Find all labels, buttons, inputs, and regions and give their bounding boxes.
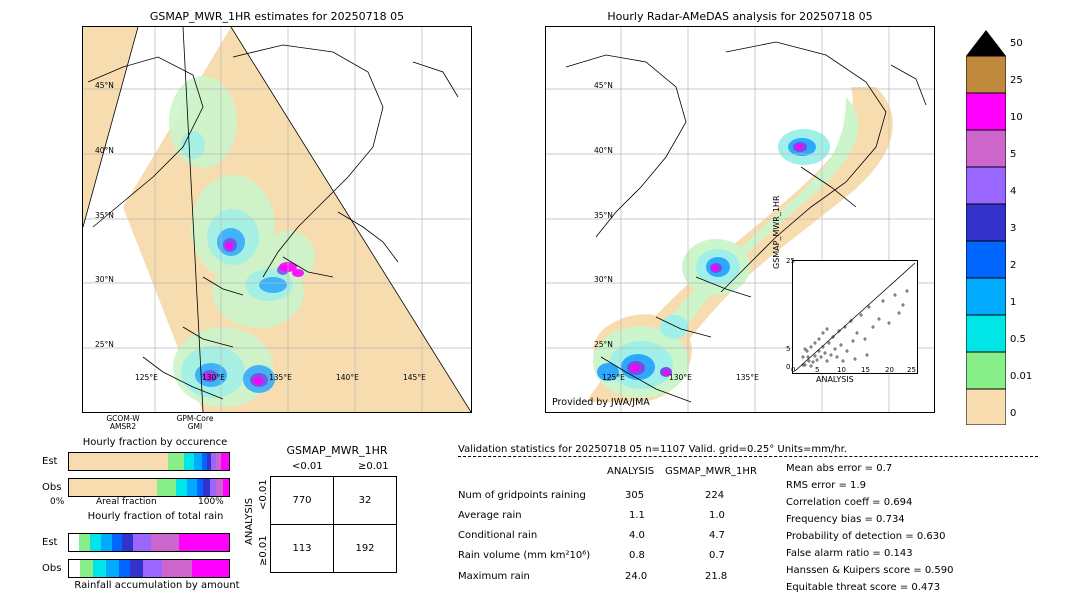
occurrence-axis-right: 100% <box>198 497 224 507</box>
occurrence-axis-center: Areal fraction <box>96 497 157 507</box>
table-row <box>271 525 397 573</box>
cell-miss: 113 <box>271 525 334 573</box>
occurrence-obs-label: Obs <box>42 482 62 493</box>
colorbar-label-001: 0.01 <box>1010 371 1033 382</box>
cell-hit-none: 770 <box>271 477 334 525</box>
validation-divider <box>458 456 1038 457</box>
colorbar-label-0: 0 <box>1010 408 1017 419</box>
left-panel-title: GSMAP_MWR_1HR estimates for 20250718 05 <box>149 10 405 23</box>
total-rain-est-label: Est <box>42 537 58 548</box>
colorbar-label-05: 0.5 <box>1010 334 1026 345</box>
colorbar-label-2: 2 <box>1010 260 1017 271</box>
score-hanssen-kuipers: Hanssen & Kuipers score = 0.590 <box>786 565 954 576</box>
occurrence-title: Hourly fraction by occurence <box>82 437 228 448</box>
validation-row-label-4: Maximum rain <box>458 571 530 582</box>
score-mean-abs-error: Mean abs error = 0.7 <box>786 463 893 474</box>
occurrence-est-strip <box>68 452 230 471</box>
score-probability-of-detection: Probability of detection = 0.630 <box>786 531 946 542</box>
total-rain-est-strip <box>68 533 230 552</box>
colorbar-label-4: 4 <box>1010 186 1017 197</box>
sensor-label-gmi: GPM-Core GMI <box>176 414 214 432</box>
table-row <box>271 477 397 525</box>
sensor-label-amsr2: GCOM-W AMSR2 <box>106 414 140 432</box>
total-rain-obs-label: Obs <box>42 563 62 574</box>
validation-header: Validation statistics for 20250718 05 n=1107 Valid. grid=0.25° Units=mm/hr. <box>458 444 847 455</box>
validation-row-label-0: Num of gridpoints raining <box>458 490 586 501</box>
score-false-alarm-ratio: False alarm ratio = 0.143 <box>786 548 913 559</box>
score-equitable-threat: Equitable threat score = 0.473 <box>786 582 941 593</box>
colorbar-label-5: 5 <box>1010 149 1017 160</box>
contingency-title: GSMAP_MWR_1HR <box>286 444 388 457</box>
contingency-table <box>270 476 397 573</box>
total-rain-title: Hourly fraction of total rain <box>87 511 224 522</box>
contingency-col-header-1: <0.01 <box>292 461 323 472</box>
cell-hit: 192 <box>334 525 397 573</box>
validation-row-estimate-2: 4.7 <box>709 530 725 541</box>
validation-row-estimate-3: 0.7 <box>709 550 725 561</box>
validation-row-analysis-4: 24.0 <box>625 571 648 582</box>
contingency-row-header-2: ≥0.01 <box>258 535 269 566</box>
scatter-xlabel: ANALYSIS <box>816 375 854 384</box>
colorbar-label-10: 10 <box>1010 112 1023 123</box>
colorbar-label-1: 1 <box>1010 297 1017 308</box>
validation-row-label-3: Rain volume (mm km²10⁶) <box>458 550 591 561</box>
contingency-row-axis-label: ANALYSIS <box>244 497 255 545</box>
validation-row-estimate-0: 224 <box>705 490 725 501</box>
provider-label: Provided by JWA/JMA <box>552 397 650 408</box>
validation-col-header-estimate: GSMAP_MWR_1HR <box>665 466 757 477</box>
colorbar <box>966 30 1006 425</box>
validation-row-estimate-1: 1.0 <box>709 510 725 521</box>
validation-row-estimate-4: 21.8 <box>705 571 728 582</box>
score-rms-error: RMS error = 1.9 <box>786 480 866 491</box>
validation-row-analysis-3: 0.8 <box>629 550 645 561</box>
colorbar-label-50: 50 <box>1010 38 1023 49</box>
score-frequency-bias: Frequency bias = 0.734 <box>786 514 905 525</box>
gsmap-estimate-map: 45°N 40°N 35°N 30°N 25°N 125°E 130°E 135°E 140°E 145°E <box>82 26 472 413</box>
validation-row-label-2: Conditional rain <box>458 530 538 541</box>
contingency-col-header-2: ≥0.01 <box>358 461 389 472</box>
colorbar-svg <box>966 30 1006 425</box>
validation-row-label-1: Average rain <box>458 510 522 521</box>
occurrence-est-label: Est <box>42 456 58 467</box>
total-rain-obs-strip <box>68 559 230 578</box>
colorbar-label-3: 3 <box>1010 223 1017 234</box>
validation-col-header-analysis: ANALYSIS <box>607 466 655 477</box>
total-rain-footer: Rainfall accumulation by amount <box>74 580 240 591</box>
validation-row-analysis-0: 305 <box>625 490 645 501</box>
scatter-inset: 0 5 10 15 20 25 25 5 0 <box>792 260 918 374</box>
cell-false-alarm: 32 <box>334 477 397 525</box>
scatter-plot <box>793 261 917 373</box>
colorbar-label-25: 25 <box>1010 75 1023 86</box>
right-panel-title: Hourly Radar-AMeDAS analysis for 20250718 05 <box>607 10 873 23</box>
left-map-svg <box>83 27 471 412</box>
radar-amedas-map: 45°N 40°N 35°N 30°N 25°N 125°E 130°E 135°E Provided by JWA/JMA 0 5 10 15 20 25 25 5 0 ANALYSIS GSMAP_MWR_1HR <box>545 26 935 413</box>
contingency-row-header-1: <0.01 <box>258 479 269 510</box>
score-correlation-coeff: Correlation coeff = 0.694 <box>786 497 913 508</box>
occurrence-obs-strip <box>68 478 230 497</box>
validation-row-analysis-1: 1.1 <box>629 510 645 521</box>
occurrence-axis-left: 0% <box>50 497 65 507</box>
validation-row-analysis-2: 4.0 <box>629 530 645 541</box>
scatter-ylabel: GSMAP_MWR_1HR <box>772 195 781 269</box>
